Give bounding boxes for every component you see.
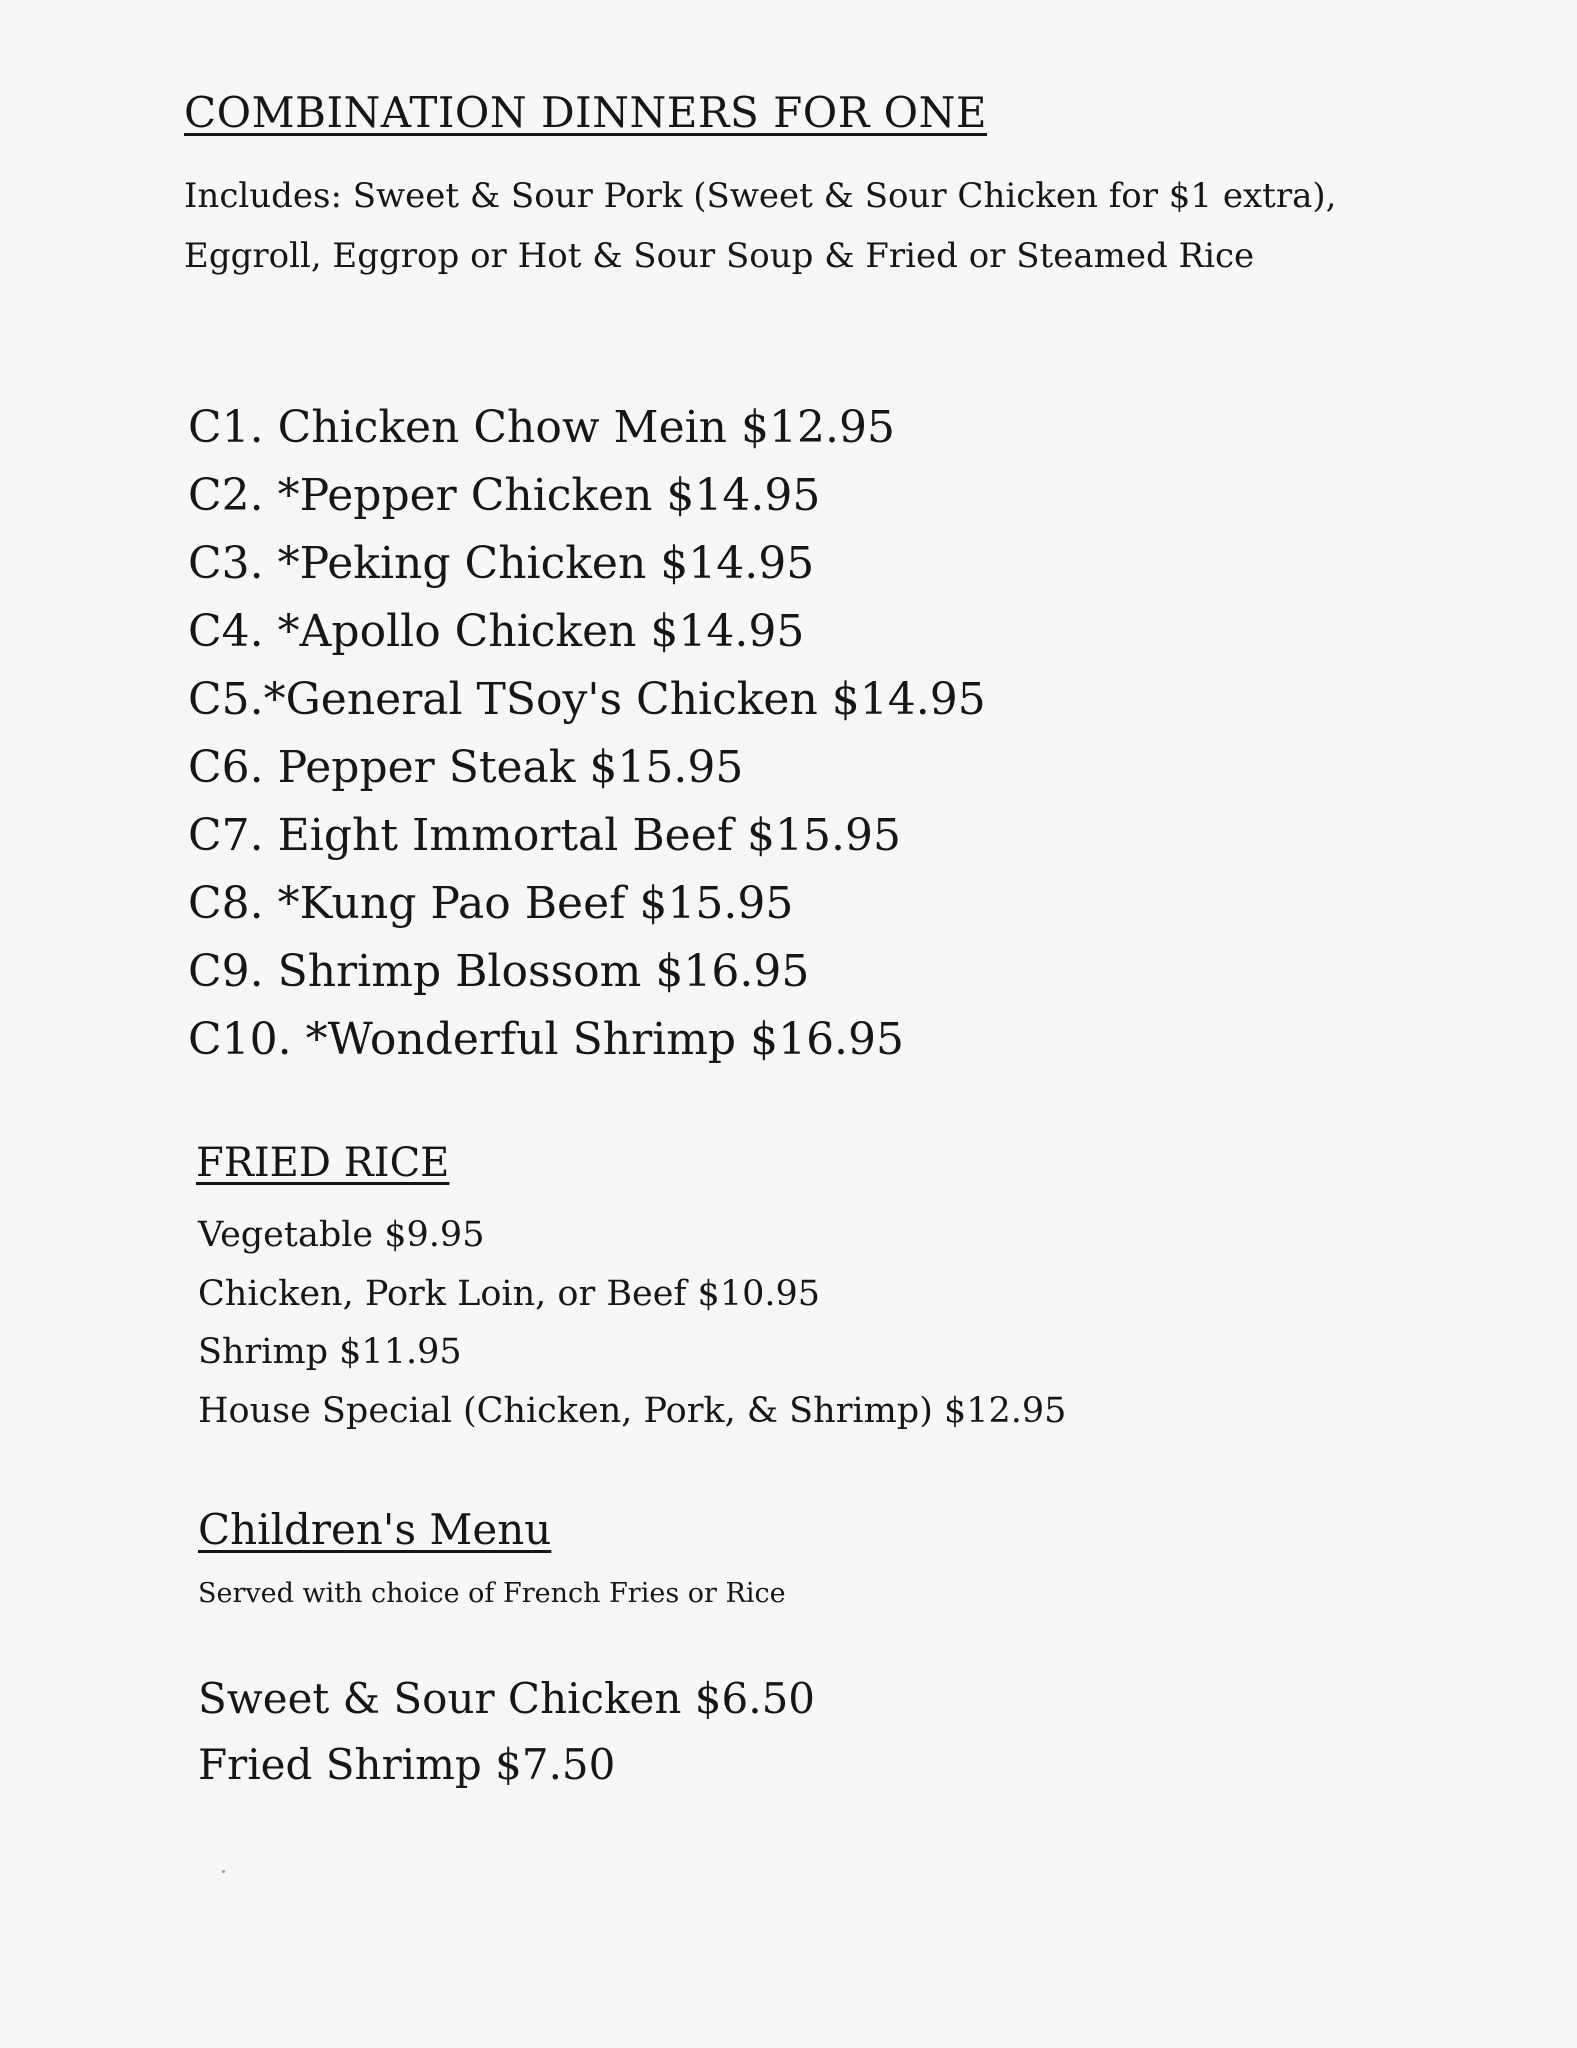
menu-item: C6. Pepper Steak $15.95 xyxy=(188,742,744,793)
combination-includes-line-2: Eggroll, Eggrop or Hot & Sour Soup & Fried or Steamed Rice xyxy=(184,236,1255,276)
menu-item: C7. Eight Immortal Beef $15.95 xyxy=(188,810,901,861)
menu-item: C2. *Pepper Chicken $14.95 xyxy=(188,470,821,521)
menu-item: C10. *Wonderful Shrimp $16.95 xyxy=(188,1014,905,1065)
combination-dinners-list xyxy=(188,394,986,1074)
paper-speck xyxy=(222,1870,225,1873)
menu-item: Chicken, Pork Loin, or Beef $10.95 xyxy=(198,1273,821,1314)
menu-item: C4. *Apollo Chicken $14.95 xyxy=(188,606,805,657)
menu-item: Fried Shrimp $7.50 xyxy=(198,1740,616,1789)
menu-item: C3. *Peking Chicken $14.95 xyxy=(188,538,815,589)
menu-item: C9. Shrimp Blossom $16.95 xyxy=(188,946,810,997)
childrens-menu-heading: Children's Menu xyxy=(198,1505,552,1554)
menu-item: House Special (Chicken, Pork, & Shrimp) $12.95 xyxy=(198,1390,1067,1431)
menu-item: C5.*General TSoy's Chicken $14.95 xyxy=(188,674,986,725)
menu-item: Vegetable $9.95 xyxy=(198,1215,485,1255)
fried-rice-heading: FRIED RICE xyxy=(196,1140,450,1186)
combination-dinners-heading: COMBINATION DINNERS FOR ONE xyxy=(184,88,988,137)
childrens-menu-note: Served with choice of French Fries or Rice xyxy=(198,1578,786,1609)
fried-rice-list xyxy=(198,1206,1066,1440)
childrens-menu-list xyxy=(198,1666,815,1798)
menu-item: Shrimp $11.95 xyxy=(198,1332,462,1372)
combination-includes-line-1: Includes: Sweet & Sour Pork (Sweet & Sour Chicken for $1 extra), xyxy=(184,176,1337,216)
menu-item: C1. Chicken Chow Mein $12.95 xyxy=(188,402,895,453)
menu-item: Sweet & Sour Chicken $6.50 xyxy=(198,1674,816,1723)
menu-item: C8. *Kung Pao Beef $15.95 xyxy=(188,878,794,929)
